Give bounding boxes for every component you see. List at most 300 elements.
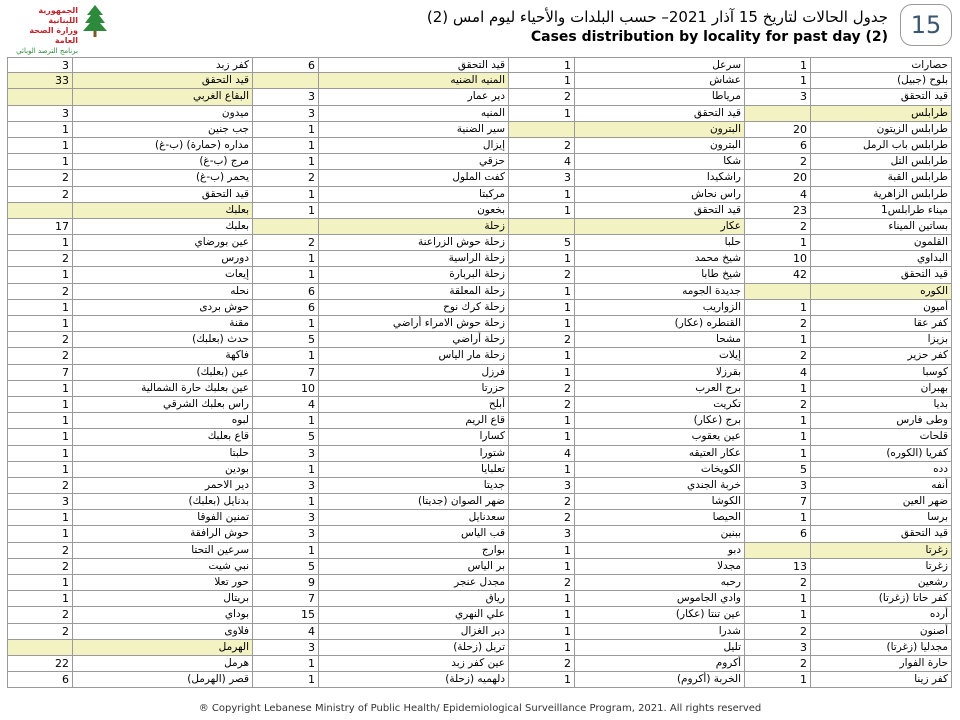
title-arabic: جدول الحالات لتاريخ 15 آذار 2021– حسب البلدات والأحياء ليوم امس (2) (426, 8, 888, 26)
locality-cell: حزرتا (319, 381, 509, 397)
case-count-cell: 3 (7, 494, 73, 510)
locality-cell: حلبا (575, 235, 745, 251)
locality-cell: طرابلس الزيتون (811, 122, 952, 138)
locality-cell: دورس (73, 251, 253, 267)
locality-cell: قاع بعلبك (73, 429, 253, 445)
case-count-cell: 1 (253, 316, 319, 332)
case-count-cell: 2 (7, 478, 73, 494)
case-count-cell: 2 (7, 187, 73, 203)
case-count-cell: 1 (509, 624, 575, 640)
locality-cell: راس بعلبك الشرقي (73, 397, 253, 413)
locality-cell: دلهميه (زحلة) (319, 672, 509, 688)
table-row (7, 640, 952, 656)
table-row (7, 543, 952, 559)
case-count-cell: 1 (745, 672, 811, 688)
locality-cell: دده (811, 462, 952, 478)
table-row (7, 381, 952, 397)
locality-cell: كفر عقا (811, 316, 952, 332)
case-count-cell: 2 (7, 624, 73, 640)
case-count-cell: 1 (253, 187, 319, 203)
locality-cell: فرزل (319, 365, 509, 381)
case-count-cell: 1 (509, 640, 575, 656)
case-count-cell: 1 (7, 122, 73, 138)
case-count-cell: 1 (253, 462, 319, 478)
locality-cell: رياق (319, 591, 509, 607)
case-count-cell: 3 (7, 57, 73, 73)
case-count-cell: 2 (745, 154, 811, 170)
table-row (7, 656, 952, 672)
case-count-cell: 2 (509, 510, 575, 526)
case-count-cell: 1 (509, 365, 575, 381)
locality-cell: زحلة حوش الزراعنة (319, 235, 509, 251)
locality-cell: برج (عكار) (575, 413, 745, 429)
locality-cell: تمنين الفوقا (73, 510, 253, 526)
locality-cell: حصارات (811, 57, 952, 73)
locality-cell: الكوشا (575, 494, 745, 510)
locality-cell: فلاوى (73, 624, 253, 640)
case-count-cell: 1 (745, 413, 811, 429)
locality-cell: قيد التحقق (811, 267, 952, 283)
case-count-cell: 3 (253, 526, 319, 542)
case-count-cell: 5 (253, 429, 319, 445)
locality-cell: زحلة كرك نوح (319, 300, 509, 316)
locality-cell: البداوي (811, 251, 952, 267)
case-count-cell: 10 (253, 381, 319, 397)
case-count-cell: 2 (509, 89, 575, 105)
locality-cell: ضهر الصوان (جديتا) (319, 494, 509, 510)
case-count-cell: 1 (253, 494, 319, 510)
locality-cell: الخربة (أكروم) (575, 672, 745, 688)
locality-cell: مقنة (73, 316, 253, 332)
case-count-cell: 1 (253, 138, 319, 154)
case-count-cell: 1 (253, 154, 319, 170)
locality-cell: بريتال (73, 591, 253, 607)
locality-cell: زحلة مار الياس (319, 348, 509, 364)
copyright-footer: ® Copyright Lebanese Ministry of Public Health/ Epidemiological Surveillance Program, 2021. All rights reserved (198, 703, 762, 714)
locality-cell: نبي شيت (73, 559, 253, 575)
case-count-cell: 1 (253, 251, 319, 267)
case-count-cell: 1 (509, 462, 575, 478)
locality-cell: شكا (575, 154, 745, 170)
case-count-cell: 22 (7, 656, 73, 672)
locality-cell: كفريا (الكوره) (811, 446, 952, 462)
case-count-cell: 4 (509, 446, 575, 462)
locality-cell: أبلح (319, 397, 509, 413)
case-count-cell: 2 (7, 332, 73, 348)
case-count-cell: 1 (745, 591, 811, 607)
case-count-cell: 3 (253, 106, 319, 122)
case-count-cell: 2 (745, 316, 811, 332)
case-count-cell: 2 (7, 348, 73, 364)
district-header-cell: الهرمل (73, 640, 253, 656)
case-count-cell (253, 73, 319, 89)
case-count-cell: 1 (509, 187, 575, 203)
locality-cell: بخعون (319, 203, 509, 219)
locality-cell: مجدل عنجر (319, 575, 509, 591)
locality-cell: كوسبا (811, 365, 952, 381)
case-count-cell: 3 (253, 510, 319, 526)
case-count-cell: 4 (253, 397, 319, 413)
locality-cell: جديدة الجومه (575, 284, 745, 300)
case-count-cell: 3 (745, 89, 811, 105)
locality-cell: حزقي (319, 154, 509, 170)
case-count-cell: 1 (509, 251, 575, 267)
locality-cell: حوش الرافقة (73, 526, 253, 542)
locality-cell: إيلات (575, 348, 745, 364)
table-row (7, 154, 952, 170)
case-count-cell: 2 (509, 575, 575, 591)
case-count-cell: 1 (7, 154, 73, 170)
case-count-cell: 1 (509, 73, 575, 89)
case-count-cell: 2 (745, 656, 811, 672)
case-count-cell: 1 (745, 235, 811, 251)
case-count-cell: 1 (509, 607, 575, 623)
district-header-cell: قيد التحقق (73, 73, 253, 89)
locality-cell: مجدليا (زغرتا) (811, 640, 952, 656)
case-count-cell: 3 (745, 478, 811, 494)
case-count-cell: 7 (253, 365, 319, 381)
case-count-cell: 42 (745, 267, 811, 283)
case-count-cell: 1 (253, 203, 319, 219)
table-row (7, 316, 952, 332)
locality-cell: علي النهري (319, 607, 509, 623)
locality-cell: راس نحاش (575, 187, 745, 203)
case-count-cell: 2 (7, 607, 73, 623)
case-count-cell: 1 (509, 284, 575, 300)
case-count-cell: 5 (253, 559, 319, 575)
locality-cell: لبوه (73, 413, 253, 429)
case-count-cell (253, 219, 319, 235)
locality-cell: أكروم (575, 656, 745, 672)
case-count-cell: 3 (253, 89, 319, 105)
case-count-cell: 2 (745, 397, 811, 413)
case-count-cell: 1 (509, 348, 575, 364)
case-count-cell: 1 (745, 446, 811, 462)
locality-cell: زحلة البربارة (319, 267, 509, 283)
case-count-cell: 20 (745, 170, 811, 186)
locality-cell: دير عمار (319, 89, 509, 105)
case-count-cell: 1 (509, 413, 575, 429)
case-count-cell: 1 (7, 138, 73, 154)
locality-cell: قيد التحقق (811, 526, 952, 542)
locality-cell: فاكهة (73, 348, 253, 364)
case-count-cell: 2 (745, 348, 811, 364)
locality-cell: ميناء طرابلس1 (811, 203, 952, 219)
table-row (7, 138, 952, 154)
case-count-cell: 5 (253, 332, 319, 348)
locality-cell: بر الياس (319, 559, 509, 575)
locality-cell: أنفه (811, 478, 952, 494)
case-count-cell (745, 284, 811, 300)
case-count-cell: 17 (7, 219, 73, 235)
case-count-cell: 2 (509, 332, 575, 348)
locality-cell: زحلة المعلقة (319, 284, 509, 300)
district-header-cell: طرابلس (811, 106, 952, 122)
case-count-cell: 1 (745, 73, 811, 89)
locality-cell: بلوح (جبيل) (811, 73, 952, 89)
case-count-cell: 1 (745, 300, 811, 316)
locality-cell: وطى فارس (811, 413, 952, 429)
locality-cell: برسا (811, 510, 952, 526)
page-header (0, 0, 960, 56)
case-count-cell: 1 (7, 397, 73, 413)
case-count-cell: 1 (509, 300, 575, 316)
locality-cell: بدنايل (بعلبك) (73, 494, 253, 510)
table-row (7, 591, 952, 607)
locality-cell: زغرتا (811, 559, 952, 575)
logo-line-2: وزارة الصحة العامة (29, 26, 78, 45)
locality-cell: ببنين (575, 526, 745, 542)
locality-cell: شيخ محمد (575, 251, 745, 267)
locality-cell: راشكيدا (575, 170, 745, 186)
case-count-cell: 1 (745, 57, 811, 73)
case-count-cell: 1 (509, 106, 575, 122)
table-row (7, 446, 952, 462)
table-row (7, 122, 952, 138)
table-row (7, 494, 952, 510)
locality-cell: يحمر (ب-غ) (73, 170, 253, 186)
locality-cell: بهبران (811, 381, 952, 397)
locality-cell: تربل (زحلة) (319, 640, 509, 656)
case-count-cell: 1 (7, 413, 73, 429)
case-count-cell: 1 (253, 672, 319, 688)
case-count-cell: 7 (7, 365, 73, 381)
locality-cell: الحيصا (575, 510, 745, 526)
table-row (7, 235, 952, 251)
locality-cell: مرج (ب-غ) (73, 154, 253, 170)
district-header-cell: البترون (575, 122, 745, 138)
cases-table (7, 57, 952, 688)
case-count-cell: 1 (253, 656, 319, 672)
table-row (7, 203, 952, 219)
case-count-cell: 1 (745, 510, 811, 526)
locality-cell: عشاش (575, 73, 745, 89)
case-count-cell: 6 (253, 300, 319, 316)
case-count-cell: 4 (509, 154, 575, 170)
case-count-cell: 1 (509, 316, 575, 332)
locality-cell: زحلة أراضي (319, 332, 509, 348)
case-count-cell: 1 (7, 446, 73, 462)
locality-cell: شيخ طابا (575, 267, 745, 283)
district-header-cell: البقاع الغربي (73, 89, 253, 105)
locality-cell: قيد التحقق (575, 106, 745, 122)
locality-cell: عين بعلبك حارة الشمالية (73, 381, 253, 397)
case-count-cell: 10 (745, 251, 811, 267)
locality-cell: بساتين الميناء (811, 219, 952, 235)
locality-cell: عين تنتا (عكار) (575, 607, 745, 623)
table-row (7, 672, 952, 688)
locality-cell: جب جنين (73, 122, 253, 138)
case-count-cell: 1 (7, 429, 73, 445)
table-row (7, 624, 952, 640)
locality-cell: تعلبايا (319, 462, 509, 478)
table-row (7, 251, 952, 267)
locality-cell: نحله (73, 284, 253, 300)
case-count-cell: 4 (253, 624, 319, 640)
table-row (7, 413, 952, 429)
case-count-cell: 1 (745, 381, 811, 397)
locality-cell: سير الضنية (319, 122, 509, 138)
case-count-cell: 3 (253, 478, 319, 494)
table-row (7, 429, 952, 445)
case-count-cell: 1 (253, 543, 319, 559)
case-count-cell: 23 (745, 203, 811, 219)
table-row (7, 365, 952, 381)
table-row (7, 397, 952, 413)
locality-cell: مداره (حمارة) (ب-غ) (73, 138, 253, 154)
locality-cell: زحلة الراسية (319, 251, 509, 267)
table-row (7, 57, 952, 73)
case-count-cell: 1 (7, 510, 73, 526)
case-count-cell: 2 (509, 381, 575, 397)
locality-cell: عكار العتيقه (575, 446, 745, 462)
table-row (7, 267, 952, 283)
case-count-cell: 1 (7, 300, 73, 316)
case-count-cell: 2 (253, 170, 319, 186)
locality-cell: وادي الجاموس (575, 591, 745, 607)
locality-cell: طرابلس القبة (811, 170, 952, 186)
locality-cell: رحبه (575, 575, 745, 591)
locality-cell: أرده (811, 607, 952, 623)
case-count-cell (745, 106, 811, 122)
case-count-cell: 1 (745, 607, 811, 623)
case-count-cell (7, 203, 73, 219)
locality-cell: بودين (73, 462, 253, 478)
case-count-cell: 1 (509, 429, 575, 445)
table-row (7, 170, 952, 186)
locality-cell: بزيزا (811, 332, 952, 348)
case-count-cell: 6 (253, 284, 319, 300)
logo-text (6, 6, 78, 56)
locality-cell: بوارج (319, 543, 509, 559)
case-count-cell: 1 (7, 381, 73, 397)
case-count-cell: 15 (253, 607, 319, 623)
locality-cell: بعلبك (73, 219, 253, 235)
case-count-cell: 1 (745, 332, 811, 348)
case-count-cell: 6 (7, 672, 73, 688)
locality-cell: مجدلا (575, 559, 745, 575)
case-count-cell: 1 (509, 591, 575, 607)
locality-cell: حلبتا (73, 446, 253, 462)
case-count-cell: 2 (7, 559, 73, 575)
district-header-cell: المنيه الضنيه (319, 73, 509, 89)
locality-cell: كفر حاتا (زغرتا) (811, 591, 952, 607)
locality-cell: كسارا (319, 429, 509, 445)
locality-cell: دبو (575, 543, 745, 559)
locality-cell: تكريت (575, 397, 745, 413)
case-count-cell: 2 (7, 251, 73, 267)
locality-cell: عين كفر زبد (319, 656, 509, 672)
case-count-cell: 7 (745, 494, 811, 510)
locality-cell: الزواريب (575, 300, 745, 316)
district-header-cell: عكار (575, 219, 745, 235)
case-count-cell: 6 (253, 57, 319, 73)
case-count-cell: 1 (253, 413, 319, 429)
case-count-cell: 2 (745, 575, 811, 591)
table-row (7, 187, 952, 203)
locality-cell: القنطره (عكار) (575, 316, 745, 332)
case-count-cell: 1 (253, 267, 319, 283)
locality-cell: عين يعقوب (575, 429, 745, 445)
case-count-cell: 1 (509, 559, 575, 575)
case-count-cell: 2 (509, 656, 575, 672)
case-count-cell: 2 (7, 284, 73, 300)
logo-line-3: برنامج الترصد الوبائي (16, 47, 78, 55)
locality-cell: حارة الفوار (811, 656, 952, 672)
district-header-cell: زغرتا (811, 543, 952, 559)
locality-cell: عين بورضاي (73, 235, 253, 251)
table-row (7, 106, 952, 122)
case-count-cell: 3 (745, 640, 811, 656)
locality-cell: قلحات (811, 429, 952, 445)
locality-cell: دير الاحمر (73, 478, 253, 494)
case-count-cell: 1 (253, 348, 319, 364)
page-number-badge: 15 (900, 4, 952, 46)
locality-cell: حدث (بعلبك) (73, 332, 253, 348)
locality-cell: سعدنايل (319, 510, 509, 526)
case-count-cell: 5 (745, 462, 811, 478)
case-count-cell: 1 (509, 543, 575, 559)
locality-cell: سرعل (575, 57, 745, 73)
locality-cell: رشعين (811, 575, 952, 591)
case-count-cell: 3 (509, 170, 575, 186)
table-row (7, 300, 952, 316)
locality-cell: دير الغزال (319, 624, 509, 640)
case-count-cell: 1 (7, 591, 73, 607)
case-count-cell: 1 (7, 575, 73, 591)
table-row (7, 462, 952, 478)
locality-cell: قيد التحقق (575, 203, 745, 219)
case-count-cell: 1 (509, 203, 575, 219)
locality-cell: حوش بردى (73, 300, 253, 316)
table-row (7, 219, 952, 235)
locality-cell: البترون (575, 138, 745, 154)
case-count-cell: 2 (745, 219, 811, 235)
table-row (7, 575, 952, 591)
locality-cell: مشحا (575, 332, 745, 348)
case-count-cell: 6 (745, 526, 811, 542)
locality-cell: قيد التحقق (811, 89, 952, 105)
locality-cell: أميون (811, 300, 952, 316)
locality-cell: بقرزلا (575, 365, 745, 381)
case-count-cell: 2 (7, 543, 73, 559)
locality-cell: قصر (الهرمل) (73, 672, 253, 688)
district-header-cell: الكوره (811, 284, 952, 300)
case-count-cell: 1 (745, 429, 811, 445)
case-count-cell: 1 (7, 316, 73, 332)
case-count-cell: 2 (509, 267, 575, 283)
case-count-cell (7, 89, 73, 105)
locality-cell: تليل (575, 640, 745, 656)
case-count-cell: 4 (745, 187, 811, 203)
case-count-cell: 1 (7, 526, 73, 542)
case-count-cell: 20 (745, 122, 811, 138)
locality-cell: كفت الملول (319, 170, 509, 186)
case-count-cell (509, 219, 575, 235)
locality-cell: ميدون (73, 106, 253, 122)
case-count-cell: 1 (509, 57, 575, 73)
table-row (7, 526, 952, 542)
case-count-cell: 1 (7, 462, 73, 478)
locality-cell: قيد التحقق (73, 187, 253, 203)
table-row (7, 89, 952, 105)
locality-cell: عين (بعلبك) (73, 365, 253, 381)
case-count-cell: 3 (509, 478, 575, 494)
locality-cell: كفر زبد (73, 57, 253, 73)
case-count-cell: 3 (253, 446, 319, 462)
cedar-icon (82, 4, 108, 38)
case-count-cell: 3 (509, 526, 575, 542)
